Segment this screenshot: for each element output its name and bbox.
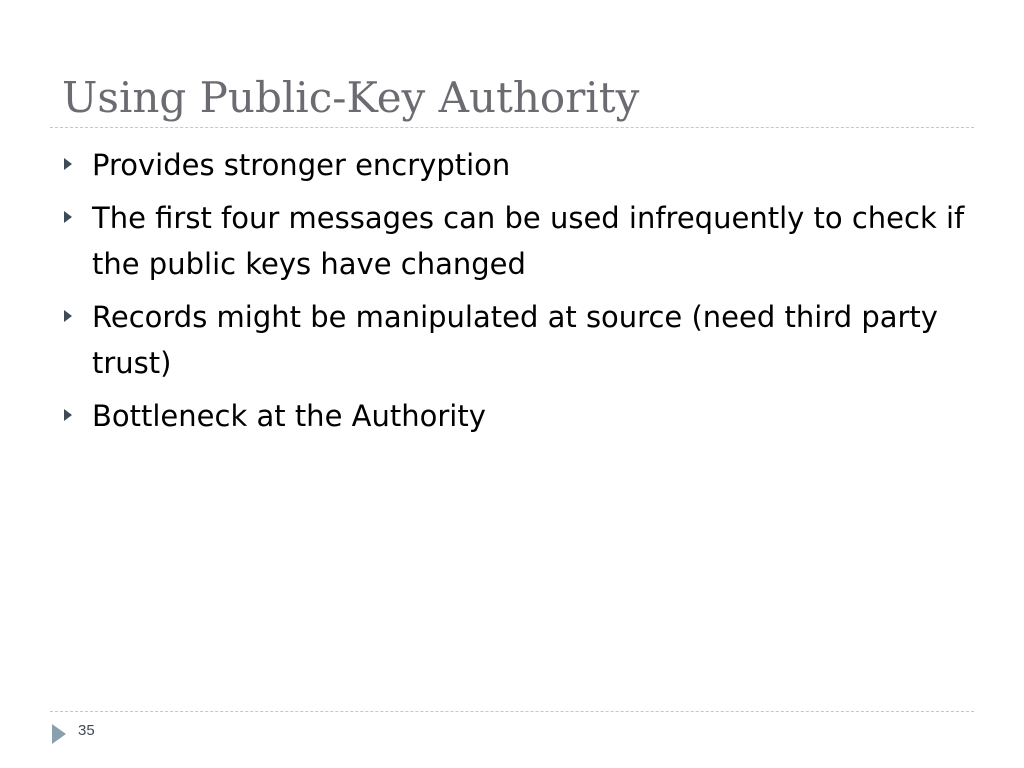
bullet-text: Bottleneck at the Authority <box>92 399 486 433</box>
bullet-text: The first four messages can be used infrequently to check if the public keys have changed <box>92 201 965 281</box>
bullet-text: Provides stronger encryption <box>92 148 511 182</box>
triangle-bullet-icon <box>64 310 72 322</box>
bullet-item <box>62 294 967 386</box>
triangle-nav-icon <box>52 724 66 744</box>
bullet-item <box>62 195 967 287</box>
triangle-bullet-icon <box>64 211 72 223</box>
bullet-text: Records might be manipulated at source (need third party trust) <box>92 300 938 380</box>
bullet-item <box>62 393 967 439</box>
bullet-list <box>62 142 967 446</box>
triangle-bullet-icon <box>64 158 72 170</box>
title-divider <box>50 127 974 128</box>
page-number: 35 <box>78 722 95 739</box>
footer-divider <box>50 711 974 712</box>
slide-title: Using Public-Key Authority <box>62 73 640 122</box>
triangle-bullet-icon <box>64 409 72 421</box>
bullet-item <box>62 142 967 188</box>
